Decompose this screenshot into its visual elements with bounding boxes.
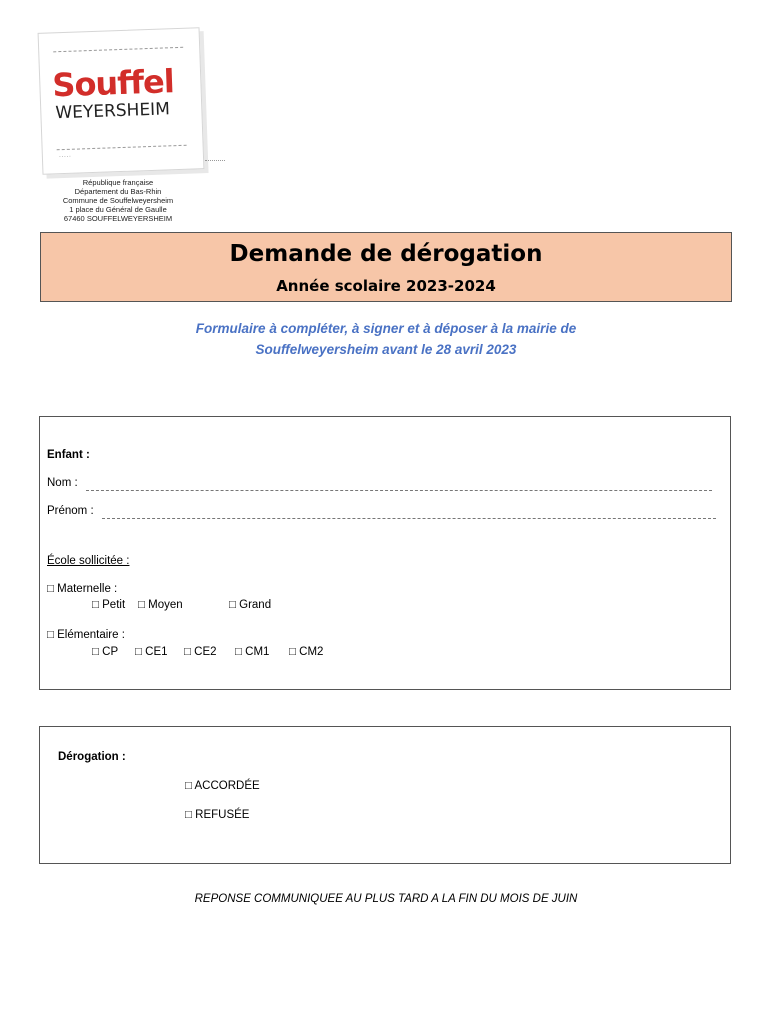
instruction-text [40,318,732,360]
address-line: 67460 SOUFFELWEYERSHEIM [63,214,173,223]
instruction-line: Souffelweyersheim avant le 28 avril 2023 [255,342,517,357]
logo-dashed-line [53,47,183,53]
logo-name: Souffel [51,62,175,105]
grand-checkbox[interactable]: □ Grand [229,599,272,611]
instruction-line: Formulaire à compléter, à signer et à déposer à la mairie de [195,321,577,336]
cm1-checkbox[interactable]: □ CM1 [235,646,270,658]
enfant-section [39,416,731,690]
address-line: 1 place du Général de Gaulle [69,205,167,214]
commune-logo [38,27,205,175]
logo-tagline: ····· [58,153,72,161]
address-line: Département du Bas-Rhin [74,187,162,196]
elementaire-checkbox[interactable]: □ Elémentaire : [47,629,125,641]
commune-address [48,178,188,223]
maternelle-checkbox[interactable]: □ Maternelle : [47,583,118,595]
derogation-heading: Dérogation : [58,751,126,763]
cm2-checkbox[interactable]: □ CM2 [289,646,324,658]
ecole-label: École sollicitée : [47,555,130,567]
ce2-checkbox[interactable]: □ CE2 [184,646,217,658]
enfant-heading: Enfant : [47,449,90,461]
prenom-field[interactable] [102,518,716,519]
derogation-section [39,726,731,864]
ce1-checkbox[interactable]: □ CE1 [135,646,168,658]
moyen-checkbox[interactable]: □ Moyen [138,599,183,611]
accordee-checkbox[interactable]: □ ACCORDÉE [185,780,260,792]
page-subtitle: Année scolaire 2023-2024 [276,277,496,295]
header-box [40,232,732,302]
refusee-checkbox[interactable]: □ REFUSÉE [185,809,250,821]
address-line: Commune de Souffelweyersheim [62,196,174,205]
petit-checkbox[interactable]: □ Petit [92,599,126,611]
prenom-label: Prénom : [47,505,94,517]
nom-label: Nom : [47,477,78,489]
address-line: République française [82,178,154,187]
footer-notice: REPONSE COMMUNIQUEE AU PLUS TARD A LA FIN DU MOIS DE JUIN [194,893,578,905]
logo-decoration [205,160,225,161]
nom-field[interactable] [86,490,712,491]
logo-subname: WEYERSHEIM [55,99,171,124]
cp-checkbox[interactable]: □ CP [92,646,119,658]
page-title: Demande de dérogation [229,241,543,267]
logo-dashed-line [57,145,187,151]
